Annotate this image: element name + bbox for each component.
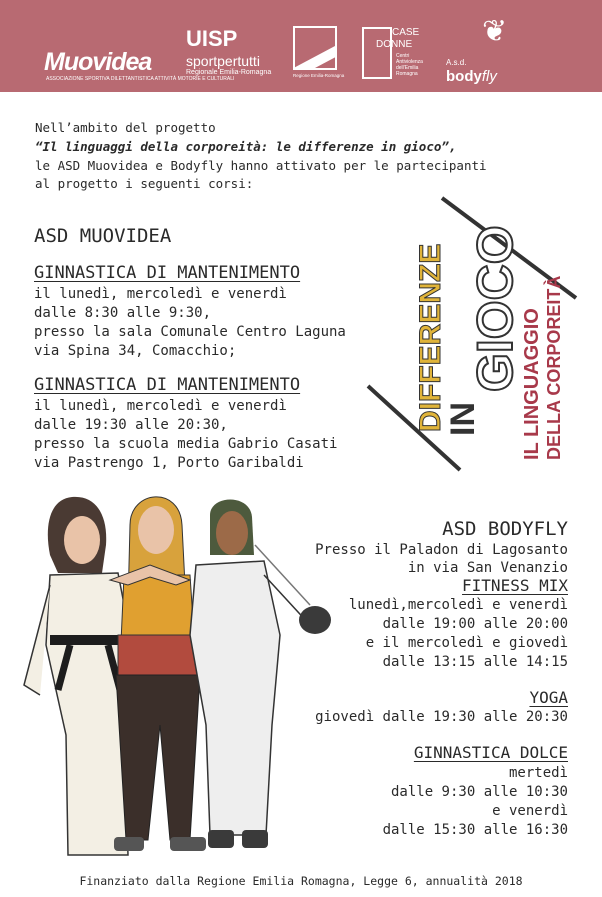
footer-funding-note: Finanziato dalla Regione Emilia Romagna, Legge 6, annualità 2018 bbox=[79, 874, 523, 888]
ginnastica-dolce-time-1: dalle 9:30 alle 10:30 bbox=[390, 784, 568, 800]
regione-logo-mark bbox=[293, 26, 337, 70]
logo-word-gioco: GIOCO bbox=[467, 225, 523, 392]
muovidea-course1-address: via Spina 34, Comacchio; bbox=[34, 343, 237, 359]
muovidea-logo-tagline: ASSOCIAZIONE SPORTIVA DILETTANTISTICA ATTIVITÀ MOTORIE E CULTURALI bbox=[46, 76, 235, 82]
fitness-mix-title: FITNESS MIX bbox=[462, 576, 568, 595]
case-donne-logo bbox=[362, 27, 424, 82]
yoga-schedule: giovedì dalle 19:30 alle 20:30 bbox=[315, 709, 568, 725]
muovidea-course1-place: presso la sala Comunale Centro Laguna bbox=[34, 324, 346, 340]
bodyfly-title: ASD BODYFLY bbox=[442, 518, 568, 540]
uisp-logo-line3: Regionale Emilia-Romagna bbox=[186, 69, 272, 76]
intro-line-1: Nell’ambito del progetto bbox=[35, 120, 216, 135]
butterfly-icon: ❦ bbox=[482, 15, 508, 48]
bodyfly-street: in via San Venanzio bbox=[407, 560, 568, 576]
intro-project-title: “Il linguaggi della corporeità: le differenze in gioco”, bbox=[35, 139, 457, 154]
muovidea-course1-time: dalle 8:30 alle 9:30, bbox=[34, 305, 212, 321]
intro-line-3: le ASD Muovidea e Bodyfly hanno attivato per le partecipanti bbox=[35, 158, 487, 173]
center-woman-figure bbox=[110, 497, 206, 851]
bodyfly-place: Presso il Paladon di Lagosanto bbox=[315, 542, 568, 558]
muovidea-title: ASD MUOVIDEA bbox=[34, 225, 172, 247]
bodyfly-logo-name bbox=[446, 68, 497, 85]
differenze-in-gioco-logo bbox=[362, 196, 588, 476]
case-donne-line2: DONNE bbox=[376, 39, 413, 50]
uisp-logo bbox=[186, 26, 271, 76]
regione-logo bbox=[293, 26, 345, 80]
ginnastica-dolce-day-1: mertedì bbox=[508, 765, 568, 781]
fitness-mix-days: lunedì,mercoledì e venerdì bbox=[348, 597, 568, 613]
case-donne-line1: CASE bbox=[392, 27, 420, 38]
regione-logo-caption: Regione Emilia-Romagna bbox=[293, 73, 345, 78]
bodyfly-logo bbox=[446, 14, 536, 84]
uisp-logo-line2: sportpertutti bbox=[186, 53, 260, 69]
karate-woman-figure bbox=[24, 497, 130, 855]
ginnastica-dolce-day-2: e venerdì bbox=[492, 803, 568, 819]
muovidea-course2-title: GINNASTICA DI MANTENIMENTO bbox=[34, 375, 301, 395]
uisp-logo-name: UISP bbox=[186, 26, 238, 51]
fitness-mix-time-2: dalle 13:15 alle 14:15 bbox=[382, 654, 568, 670]
intro-line-4: al progetto i seguenti corsi: bbox=[35, 176, 254, 191]
bodyfly-logo-asd: A.s.d. bbox=[446, 58, 467, 67]
muovidea-course1-days: il lunedì, mercoledì e venerdì bbox=[34, 286, 287, 302]
muovidea-course2-time: dalle 19:30 alle 20:30, bbox=[34, 417, 228, 433]
muovidea-course2-address: via Pastrengo 1, Porto Garibaldi bbox=[34, 455, 304, 471]
yoga-title: YOGA bbox=[529, 688, 568, 707]
header-bar bbox=[0, 0, 602, 92]
muovidea-course2-place: presso la scuola media Gabrio Casati bbox=[34, 436, 338, 452]
muovidea-course2-days: il lunedì, mercoledì e venerdì bbox=[34, 398, 287, 414]
athletes-illustration bbox=[10, 485, 345, 870]
bodyfly-logo-body: body bbox=[446, 68, 482, 85]
logo-word-differenze: DIFFERENZE bbox=[414, 243, 447, 432]
fencer-woman-figure bbox=[190, 500, 331, 849]
muovidea-logo-name: Muovidea bbox=[44, 48, 152, 76]
logo-word-in: IN bbox=[444, 402, 482, 436]
ginnastica-dolce-title: GINNASTICA DOLCE bbox=[413, 743, 568, 762]
case-donne-small: Centri Antiviolenza dell'Emilia Romagna bbox=[396, 53, 423, 77]
logo-word-linguaggio: IL LINGUAGGIO bbox=[521, 308, 543, 460]
ginnastica-dolce-time-2: dalle 15:30 alle 16:30 bbox=[382, 822, 568, 838]
bodyfly-logo-fly: fly bbox=[481, 68, 497, 85]
house-icon bbox=[362, 27, 392, 79]
muovidea-course1-title: GINNASTICA DI MANTENIMENTO bbox=[34, 263, 301, 283]
fitness-mix-time: dalle 19:00 alle 20:00 bbox=[382, 616, 568, 632]
logo-word-corporeita: DELLA CORPOREITÀ bbox=[544, 275, 564, 460]
fitness-mix-days-2: e il mercoledì e giovedì bbox=[365, 635, 568, 651]
